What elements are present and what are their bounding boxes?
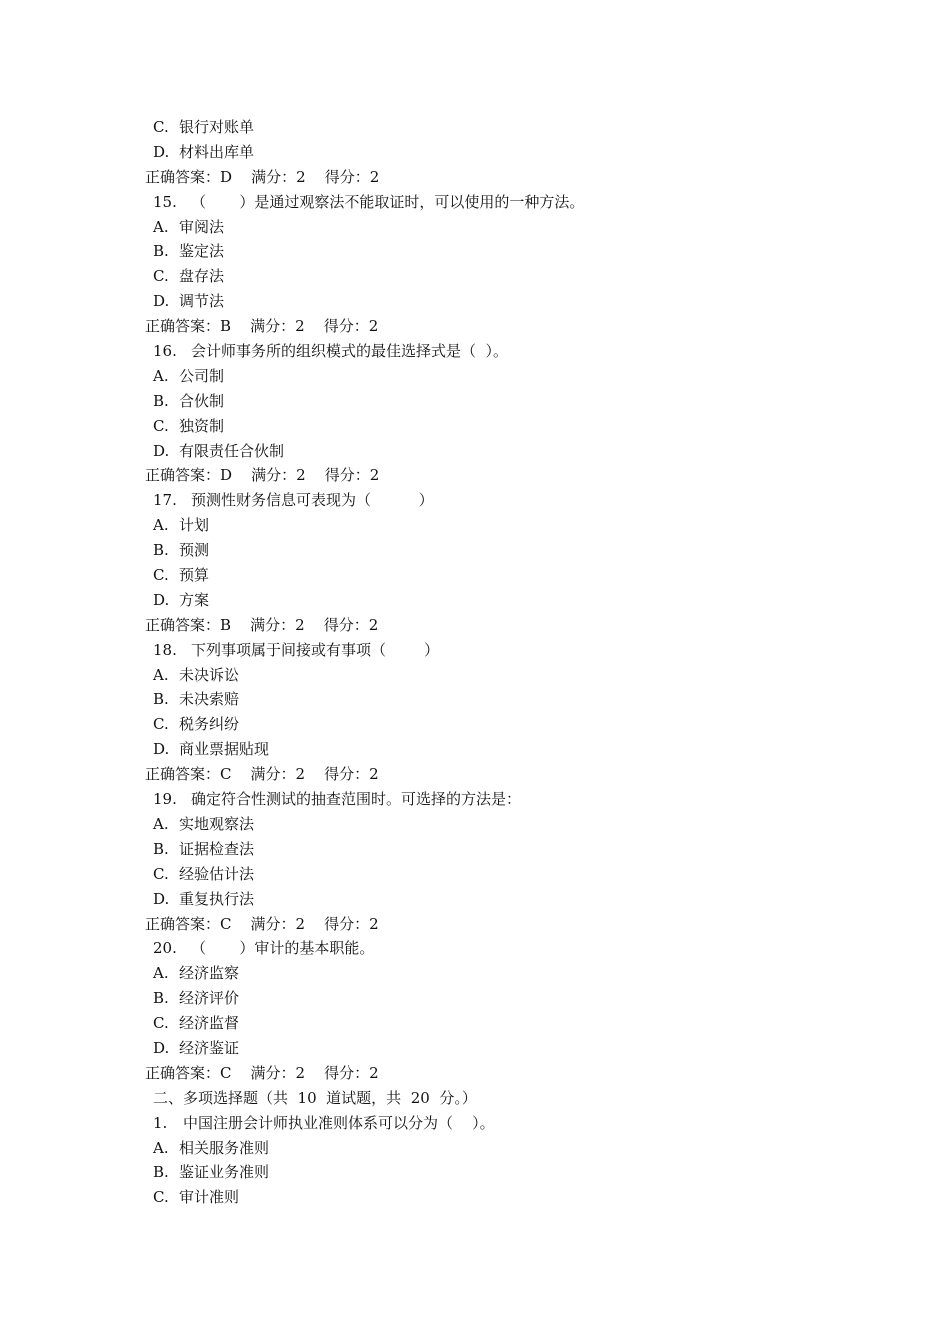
question-stem xyxy=(145,190,845,215)
answer-option xyxy=(145,862,845,887)
option-label: C. xyxy=(153,715,169,734)
option-text: 方案 xyxy=(179,590,210,609)
option-text: 预测 xyxy=(179,541,210,560)
option-label: D. xyxy=(153,889,170,908)
question-text: （ ）审计的基本职能。 xyxy=(191,939,375,958)
option-text: 经济鉴证 xyxy=(179,1038,240,1057)
option-label: B. xyxy=(153,1163,169,1182)
option-text: 独资制 xyxy=(179,416,225,435)
option-text: 税务纠纷 xyxy=(179,715,240,734)
answer-option xyxy=(145,812,845,837)
question-number: 16. xyxy=(153,342,177,361)
answer-option xyxy=(145,588,845,613)
option-label: B. xyxy=(153,839,169,858)
option-text: 预算 xyxy=(179,566,210,585)
answer-option xyxy=(145,1011,845,1036)
answer-key-line: 正确答案：C 满分：2 得分：2 xyxy=(145,914,379,933)
answer-option xyxy=(145,887,845,912)
answer-option xyxy=(145,239,845,264)
answer-option xyxy=(145,289,845,314)
option-text: 相关服务准则 xyxy=(179,1138,270,1157)
option-label: C. xyxy=(153,416,169,435)
option-label: D. xyxy=(153,142,170,161)
option-text: 未决诉讼 xyxy=(179,665,240,684)
option-text: 经济监督 xyxy=(179,1014,240,1033)
answer-option xyxy=(145,389,845,414)
answer-option xyxy=(145,513,845,538)
answer-option xyxy=(145,563,845,588)
option-label: C. xyxy=(153,267,169,286)
option-label: A. xyxy=(153,366,169,385)
answer-option xyxy=(145,414,845,439)
answer-option xyxy=(145,712,845,737)
option-label: C. xyxy=(153,1188,169,1207)
question-text: 确定符合性测试的抽查范围时。可选择的方法是： xyxy=(191,790,522,809)
option-text: 鉴证业务准则 xyxy=(179,1163,270,1182)
option-label: D. xyxy=(153,740,170,759)
option-text: 证据检查法 xyxy=(179,839,255,858)
question-number: 19. xyxy=(153,790,177,809)
answer-option xyxy=(145,1136,845,1161)
answer-option xyxy=(145,1160,845,1185)
option-label: A. xyxy=(153,516,169,535)
answer-key-line: 正确答案：B 满分：2 得分：2 xyxy=(145,317,379,336)
option-label: D. xyxy=(153,1038,170,1057)
option-label: D. xyxy=(153,441,170,460)
question-number: 17. xyxy=(153,491,177,510)
option-text: 盘存法 xyxy=(179,267,225,286)
answer-option xyxy=(145,538,845,563)
option-label: A. xyxy=(153,964,169,983)
option-text: 经验估计法 xyxy=(179,864,255,883)
option-text: 审阅法 xyxy=(179,217,225,236)
question-text: 中国注册会计师执业准则体系可以分为（ ）。 xyxy=(183,1113,495,1132)
question-stem xyxy=(145,1111,845,1136)
question-number: 18. xyxy=(153,640,177,659)
option-label: C. xyxy=(153,864,169,883)
answer-key-line: 正确答案：C 满分：2 得分：2 xyxy=(145,1063,379,1082)
option-text: 审计准则 xyxy=(179,1188,240,1207)
option-text: 商业票据贴现 xyxy=(179,740,270,759)
question-number: 1. xyxy=(153,1113,168,1132)
answer-key-line: 正确答案：C 满分：2 得分：2 xyxy=(145,765,379,784)
answer-key-line: 正确答案：D 满分：2 得分：2 xyxy=(145,466,380,485)
exam-content xyxy=(145,115,845,1210)
answer-option xyxy=(145,140,845,165)
answer-option xyxy=(145,115,845,140)
option-label: C. xyxy=(153,566,169,585)
option-text: 未决索赔 xyxy=(179,690,240,709)
question-number: 20. xyxy=(153,939,177,958)
option-label: B. xyxy=(153,541,169,560)
option-text: 材料出库单 xyxy=(179,142,255,161)
question-stem xyxy=(145,787,845,812)
answer-option xyxy=(145,663,845,688)
option-label: B. xyxy=(153,690,169,709)
option-label: A. xyxy=(153,1138,169,1157)
option-label: A. xyxy=(153,665,169,684)
option-text: 重复执行法 xyxy=(179,889,255,908)
option-label: D. xyxy=(153,590,170,609)
option-text: 合伙制 xyxy=(179,391,225,410)
question-stem xyxy=(145,339,845,364)
answer-option xyxy=(145,215,845,240)
option-text: 公司制 xyxy=(179,366,225,385)
answer-option xyxy=(145,687,845,712)
option-text: 有限责任合伙制 xyxy=(179,441,285,460)
answer-option xyxy=(145,986,845,1011)
section-heading: 二、多项选择题（共 10 道试题，共 20 分。） xyxy=(153,1088,477,1107)
question-number: 15. xyxy=(153,192,177,211)
option-label: A. xyxy=(153,814,169,833)
answer-option xyxy=(145,364,845,389)
question-text: 预测性财务信息可表现为（ ） xyxy=(191,491,434,510)
answer-key-line: 正确答案：B 满分：2 得分：2 xyxy=(145,615,379,634)
question-text: （ ）是通过观察法不能取证时，可以使用的一种方法。 xyxy=(191,192,585,211)
option-text: 实地观察法 xyxy=(179,814,255,833)
question-stem xyxy=(145,488,845,513)
question-text: 会计师事务所的组织模式的最佳选择式是（ ）。 xyxy=(191,342,509,361)
option-label: B. xyxy=(153,242,169,261)
question-stem xyxy=(145,638,845,663)
answer-option xyxy=(145,264,845,289)
option-label: B. xyxy=(153,989,169,1008)
option-text: 计划 xyxy=(179,516,210,535)
question-text: 下列事项属于间接或有事项（ ） xyxy=(191,640,440,659)
option-label: C. xyxy=(153,1014,169,1033)
option-label: A. xyxy=(153,217,169,236)
answer-key-line: 正确答案：D 满分：2 得分：2 xyxy=(145,167,380,186)
option-label: C. xyxy=(153,118,169,136)
option-text: 调节法 xyxy=(179,292,225,311)
option-label: D. xyxy=(153,292,170,311)
option-text: 经济评价 xyxy=(179,989,240,1008)
answer-option xyxy=(145,439,845,464)
option-label: B. xyxy=(153,391,169,410)
option-text: 经济监察 xyxy=(179,964,240,983)
option-text: 银行对账单 xyxy=(179,118,255,136)
question-stem xyxy=(145,936,845,961)
answer-option xyxy=(145,737,845,762)
answer-option xyxy=(145,837,845,862)
answer-option xyxy=(145,1036,845,1061)
option-text: 鉴定法 xyxy=(179,242,225,261)
answer-option xyxy=(145,961,845,986)
answer-option xyxy=(145,1185,845,1210)
